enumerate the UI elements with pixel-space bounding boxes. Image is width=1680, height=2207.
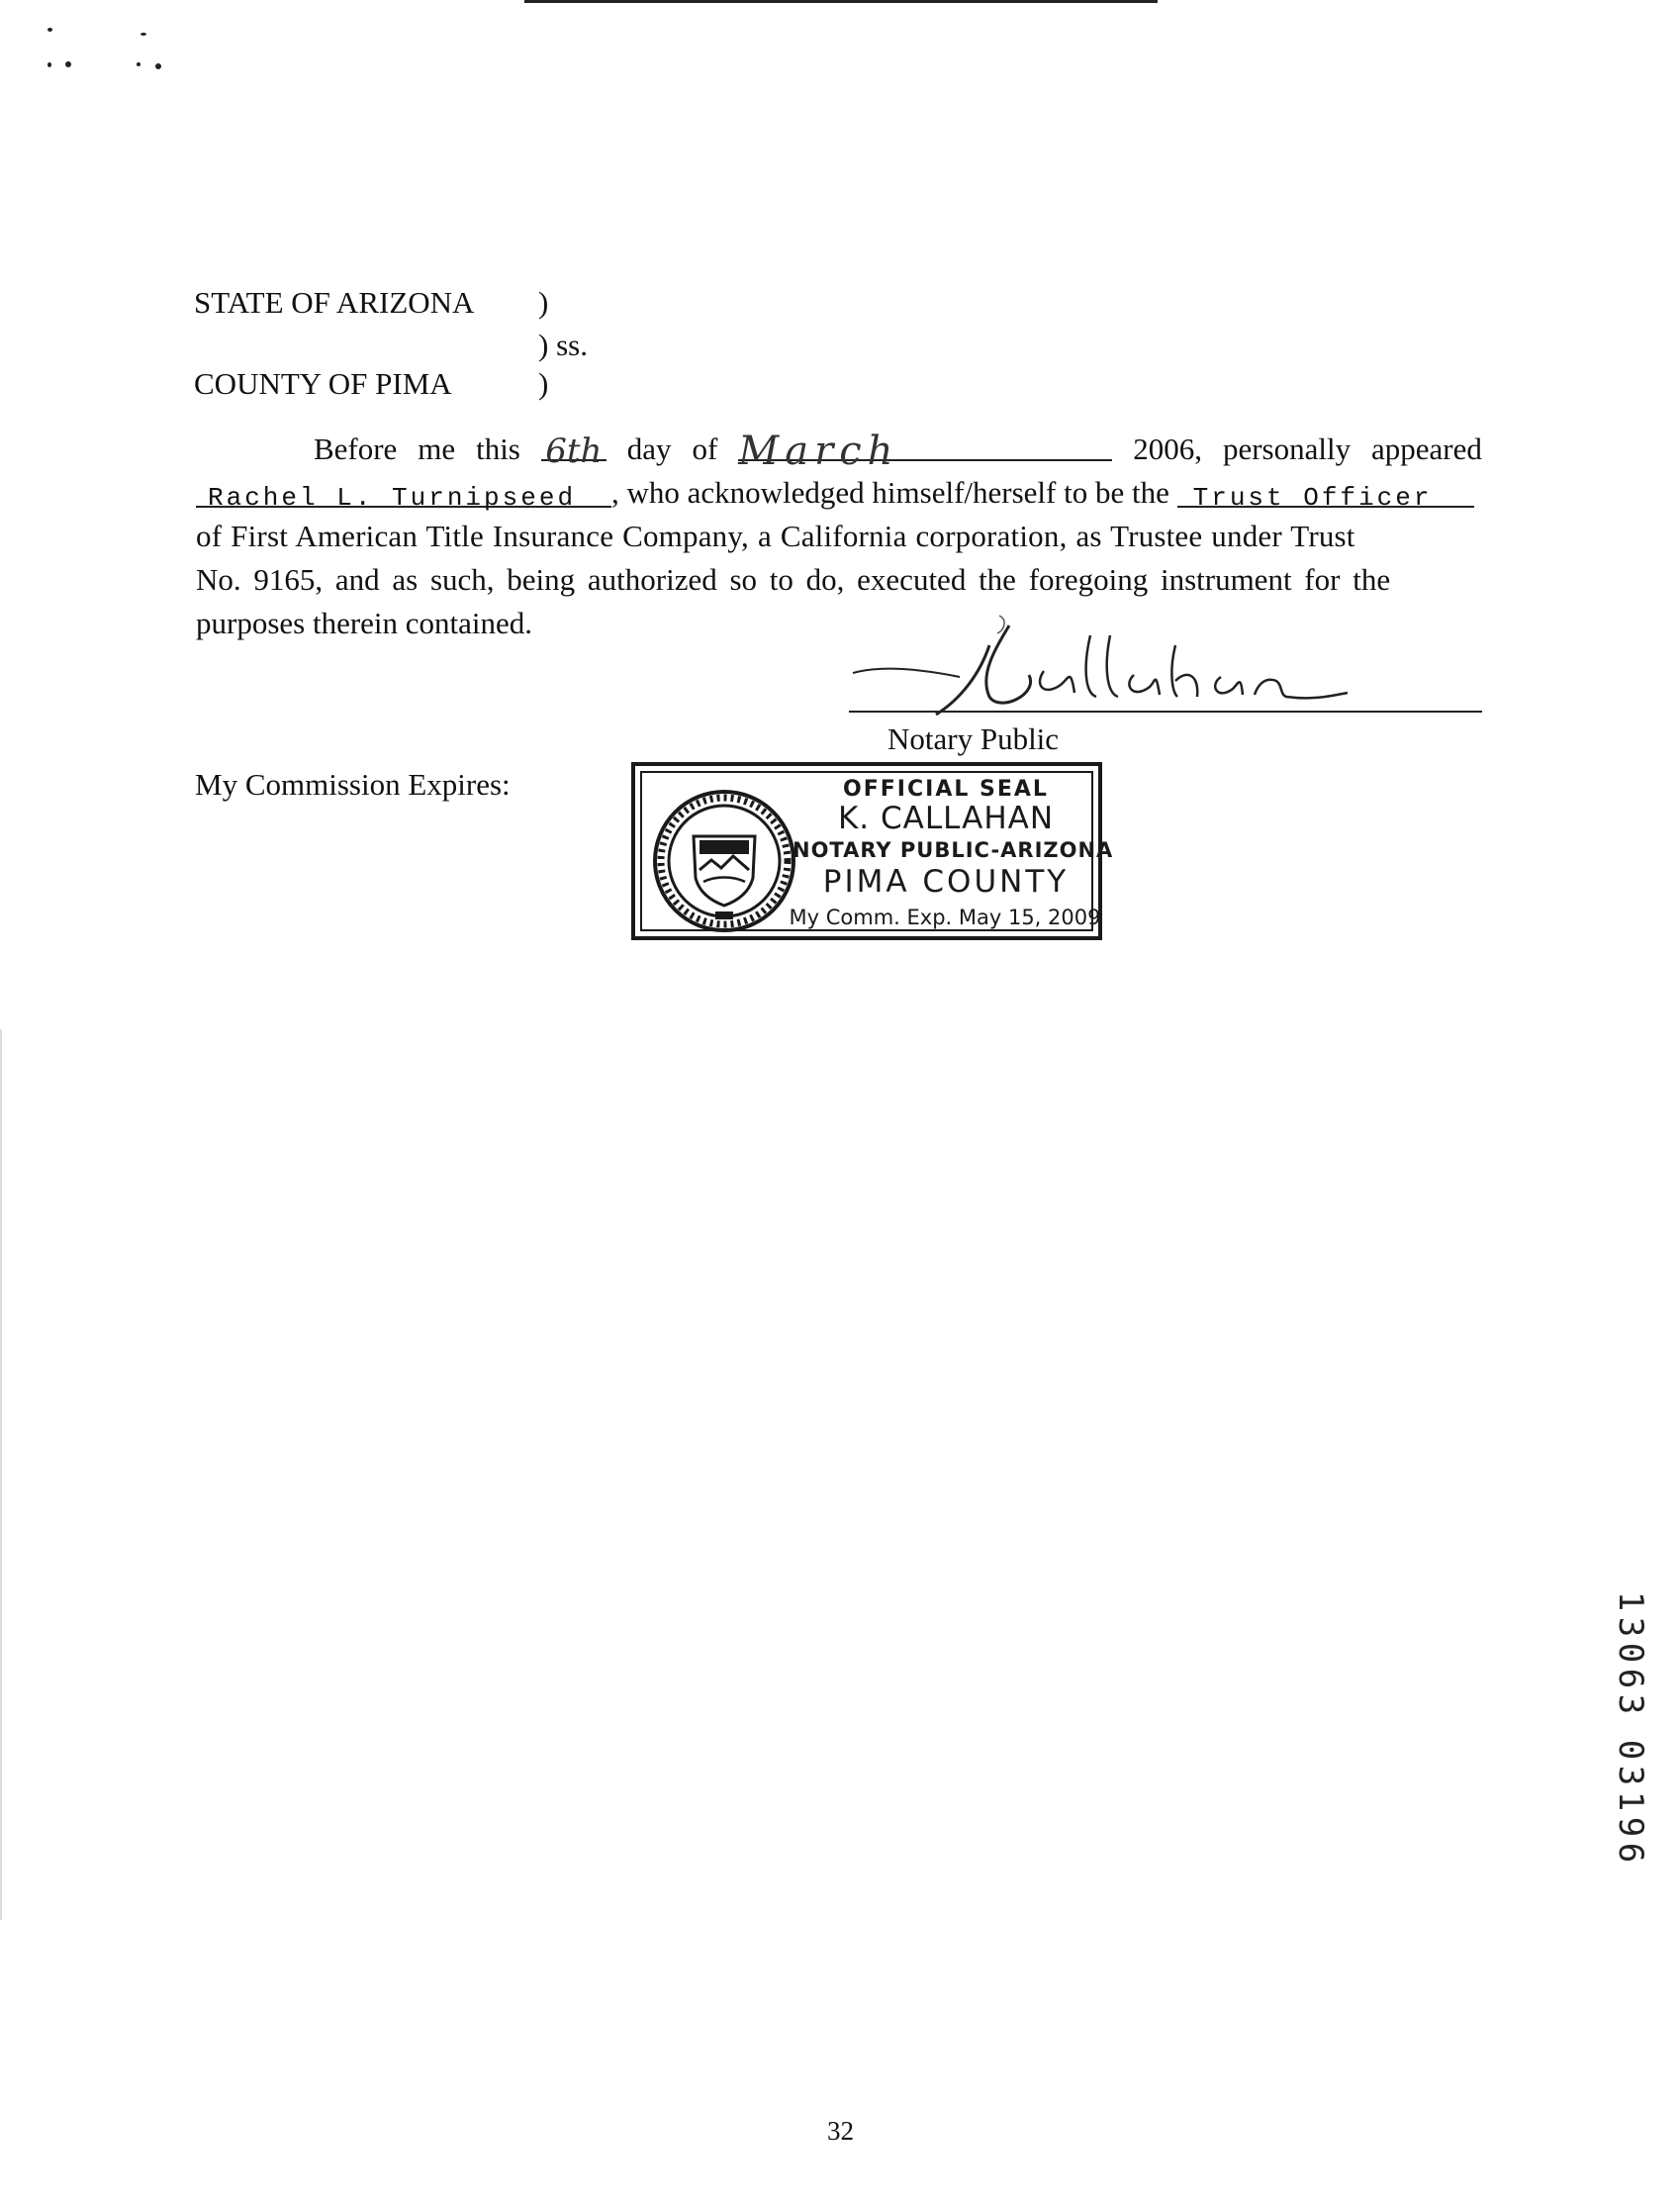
word-of: of: [692, 432, 718, 466]
signature-line: [849, 711, 1482, 713]
seal-line-notary: NOTARY PUBLIC-ARIZONA: [793, 838, 1114, 862]
seal-line-official: OFFICIAL SEAL: [843, 777, 1049, 802]
official-notary-seal: [631, 762, 1114, 940]
scan-edge-line: [0, 1029, 2, 1920]
caption-paren-bottom: ): [538, 366, 549, 401]
word-day: day: [626, 432, 672, 466]
ack-line-5: purposes therein contained.: [196, 606, 533, 640]
scan-speck: [137, 62, 140, 66]
caption-state: STATE OF ARIZONA: [194, 285, 475, 320]
seal-line-expiration: My Comm. Exp. May 15, 2009: [789, 906, 1101, 929]
recording-number-stamp: 1 3 0 6 3 0 3 1 9 6: [1610, 1590, 1650, 1864]
title-field: Trust Officer: [1177, 476, 1474, 508]
caption-ss: ) ss.: [538, 328, 588, 362]
seal-line-name: K. CALLAHAN: [837, 801, 1055, 836]
year-text: 2006,: [1133, 432, 1202, 466]
scan-speck: [140, 33, 146, 36]
ack-line-2: [196, 471, 1482, 515]
notary-public-label: Notary Public: [887, 721, 1060, 756]
word-personally: personally: [1222, 432, 1352, 466]
caption-paren-top: ): [538, 285, 549, 320]
handwritten-day: 6th: [541, 430, 607, 461]
scan-speck: [155, 63, 161, 69]
word-before: Before: [313, 432, 398, 466]
ack-mid-text: , who acknowledged himself/herself to be the: [611, 475, 1169, 510]
ack-line-1: [196, 428, 1482, 474]
scan-speck: [47, 28, 52, 32]
page-number: 32: [827, 2116, 854, 2146]
ack-line-3: of First American Title Insurance Company, a California corporation, as Trustee under Trust: [196, 519, 1355, 553]
appeared-name-field: Rachel L. Turnipseed: [196, 476, 611, 508]
word-me: me: [418, 432, 456, 466]
commission-expires-label: My Commission Expires:: [195, 767, 511, 802]
scan-speck: [65, 61, 71, 67]
notary-signature: [841, 606, 1355, 724]
word-appeared: appeared: [1371, 432, 1482, 466]
scan-speck: [47, 62, 51, 67]
arizona-seal-emblem: [650, 787, 798, 935]
handwritten-month: March: [738, 430, 1112, 461]
ack-line-4: No. 9165, and as such, being authorized so to do, executed the foregoing instrument for the: [196, 562, 1391, 597]
caption-county: COUNTY OF PIMA: [194, 366, 452, 401]
word-this: this: [476, 432, 520, 466]
signature-name: KCallahan: [841, 606, 846, 607]
seal-line-county: PIMA COUNTY: [822, 864, 1070, 900]
scan-border-line: [524, 0, 1158, 3]
